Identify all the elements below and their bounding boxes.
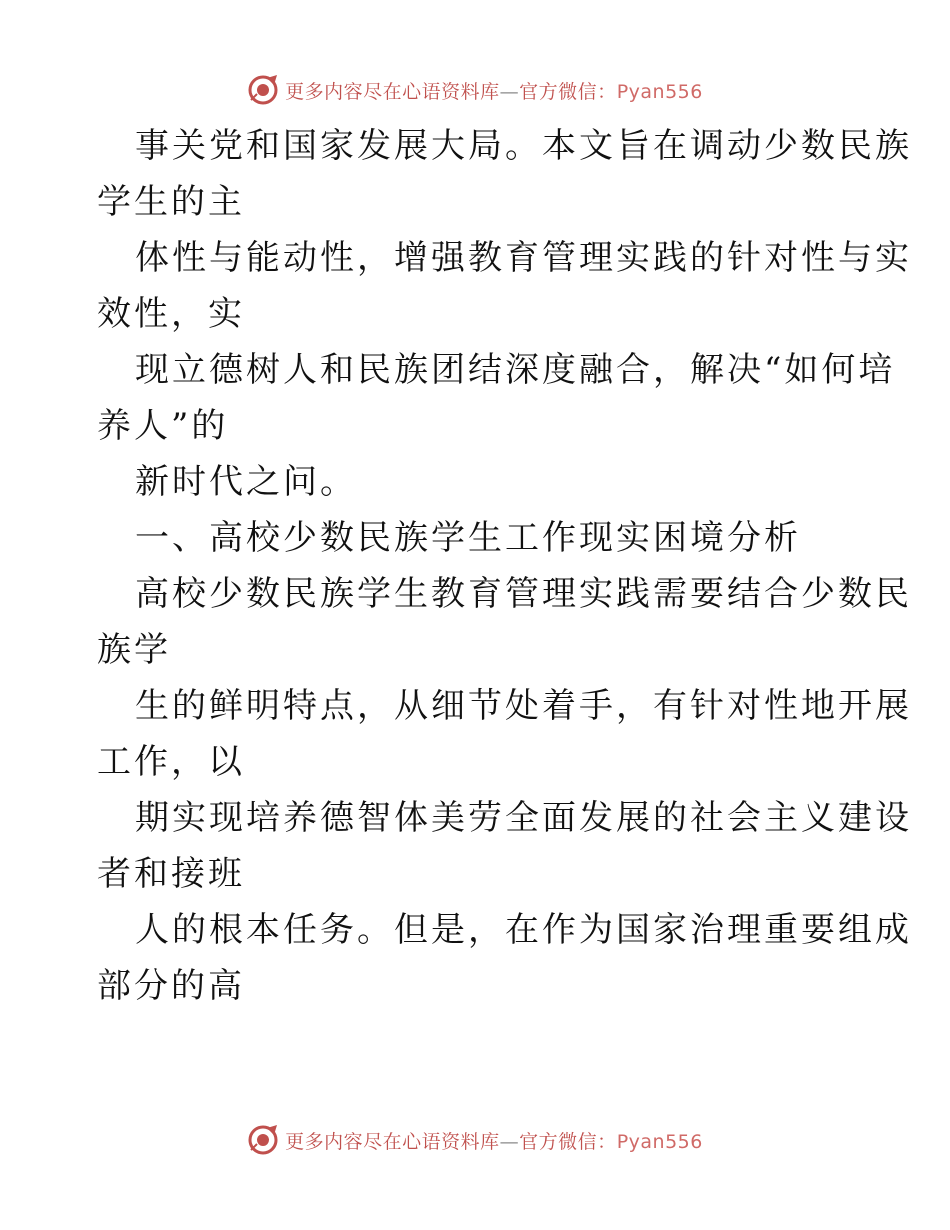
footer-site-name: 更多内容尽在心语资料库 xyxy=(285,1130,500,1153)
body-line: 部分的高 xyxy=(97,966,245,1006)
body-line: 体性与能动性，增强教育管理实践的针对性与实 xyxy=(135,238,912,278)
body-line: 现立德树人和民族团结深度融合，解决“如何培 xyxy=(135,350,896,390)
body-line: 高校少数民族学生教育管理实践需要结合少数民 xyxy=(135,574,912,614)
body-line: 者和接班 xyxy=(97,854,245,894)
header-site-name: 更多内容尽在心语资料库 xyxy=(285,80,500,103)
body-line: 养人”的 xyxy=(97,406,229,446)
footer-separator: — xyxy=(499,1130,520,1153)
body-line: 人的根本任务。但是，在作为国家治理重要组成 xyxy=(135,910,912,950)
body-line: 效性，实 xyxy=(97,294,245,334)
body-line: 期实现培养德智体美劳全面发展的社会主义建设 xyxy=(135,798,912,838)
body-line: 事关党和国家发展大局。本文旨在调动少数民族 xyxy=(135,126,912,166)
header-separator: — xyxy=(499,80,520,103)
body-line: 工作，以 xyxy=(97,742,245,782)
pen-nib-circle-logo-icon xyxy=(247,1124,279,1156)
footer-banner xyxy=(0,1120,950,1160)
body-line: 新时代之问。 xyxy=(135,462,357,502)
document-body xyxy=(97,118,912,1014)
footer-wechat-id: Pyan556 xyxy=(616,1130,703,1153)
body-line: 生的鲜明特点，从细节处着手，有针对性地开展 xyxy=(135,686,912,726)
body-line: 族学 xyxy=(97,630,171,670)
header-banner xyxy=(0,70,950,110)
header-wechat-id: Pyan556 xyxy=(616,80,703,103)
body-line: 学生的主 xyxy=(97,182,245,222)
pen-nib-circle-logo-icon xyxy=(247,74,279,106)
footer-wechat-label: 官方微信： xyxy=(519,1130,617,1153)
section-heading: 一、高校少数民族学生工作现实困境分析 xyxy=(135,518,801,558)
header-wechat-label: 官方微信： xyxy=(519,80,617,103)
